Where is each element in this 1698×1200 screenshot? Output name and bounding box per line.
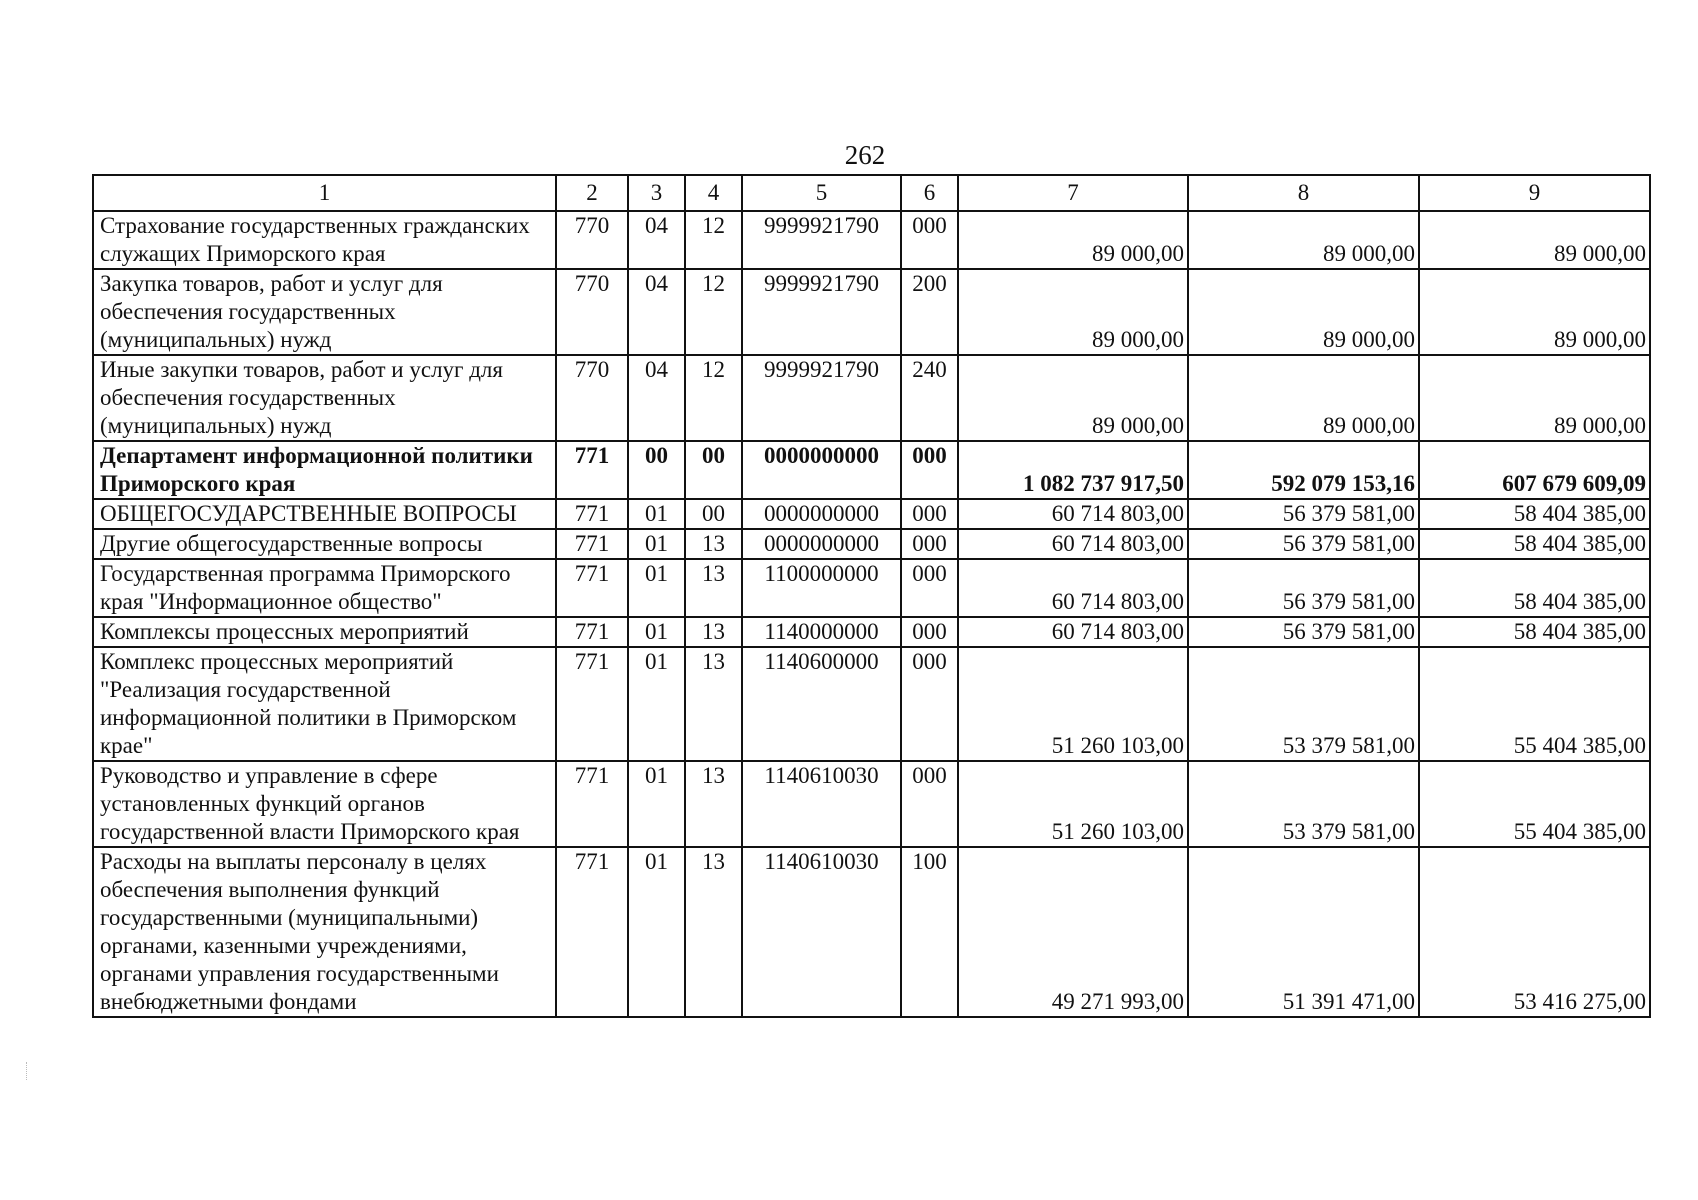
row-col-4: 13 <box>685 761 742 847</box>
table-row <box>93 559 1650 617</box>
table-row <box>93 617 1650 647</box>
row-col-8: 89 000,00 <box>1188 269 1419 355</box>
row-col-6: 000 <box>901 761 958 847</box>
row-col-4: 00 <box>685 499 742 529</box>
row-col-7: 60 714 803,00 <box>958 617 1188 647</box>
row-col-7: 89 000,00 <box>958 211 1188 269</box>
row-col-5: 9999921790 <box>742 355 901 441</box>
row-col-2: 771 <box>556 647 628 761</box>
row-col-8: 56 379 581,00 <box>1188 617 1419 647</box>
row-col-8: 56 379 581,00 <box>1188 559 1419 617</box>
table-row-department <box>93 441 1650 499</box>
row-col-2: 771 <box>556 761 628 847</box>
budget-table <box>92 174 1651 1018</box>
row-col-8: 53 379 581,00 <box>1188 761 1419 847</box>
header-row <box>93 175 1650 211</box>
row-col-4: 13 <box>685 529 742 559</box>
row-col-9: 58 404 385,00 <box>1419 529 1650 559</box>
row-col-4: 12 <box>685 269 742 355</box>
table-row <box>93 355 1650 441</box>
row-col-3: 04 <box>628 269 685 355</box>
row-col-4: 00 <box>685 441 742 499</box>
row-col-2: 771 <box>556 529 628 559</box>
row-col-6: 200 <box>901 269 958 355</box>
row-name: ОБЩЕГОСУДАРСТВЕННЫЕ ВОПРОСЫ <box>93 499 556 529</box>
row-col-4: 12 <box>685 211 742 269</box>
row-col-4: 13 <box>685 647 742 761</box>
scan-margin-mark <box>26 1062 31 1080</box>
row-col-5: 0000000000 <box>742 441 901 499</box>
row-col-7: 60 714 803,00 <box>958 529 1188 559</box>
row-col-2: 771 <box>556 559 628 617</box>
row-name: Расходы на выплаты персоналу в целях обеспечения выполнения функций государственными (муниципальными) органами, казенными учреждениями, органами управления государственными внебюджетными фондами <box>93 847 556 1017</box>
row-col-9: 89 000,00 <box>1419 269 1650 355</box>
row-col-7: 1 082 737 917,50 <box>958 441 1188 499</box>
row-name: Департамент информационной политики Приморского края <box>93 441 556 499</box>
row-col-5: 9999921790 <box>742 269 901 355</box>
row-col-7: 49 271 993,00 <box>958 847 1188 1017</box>
row-name: Комплексы процессных мероприятий <box>93 617 556 647</box>
row-col-3: 04 <box>628 355 685 441</box>
page-number: 262 <box>844 140 886 170</box>
row-col-5: 0000000000 <box>742 529 901 559</box>
column-header-6: 6 <box>901 175 958 211</box>
row-col-8: 89 000,00 <box>1188 211 1419 269</box>
row-col-2: 771 <box>556 847 628 1017</box>
row-col-9: 58 404 385,00 <box>1419 499 1650 529</box>
row-col-9: 55 404 385,00 <box>1419 761 1650 847</box>
row-col-5: 9999921790 <box>742 211 901 269</box>
table-row <box>93 761 1650 847</box>
row-col-7: 60 714 803,00 <box>958 559 1188 617</box>
table-row <box>93 847 1650 1017</box>
row-col-6: 000 <box>901 559 958 617</box>
row-col-6: 240 <box>901 355 958 441</box>
row-col-6: 000 <box>901 647 958 761</box>
column-header-2: 2 <box>556 175 628 211</box>
column-header-1: 1 <box>93 175 556 211</box>
row-col-6: 000 <box>901 617 958 647</box>
row-col-3: 01 <box>628 529 685 559</box>
row-col-9: 607 679 609,09 <box>1419 441 1650 499</box>
table-row <box>93 529 1650 559</box>
row-name: Другие общегосударственные вопросы <box>93 529 556 559</box>
row-col-3: 01 <box>628 647 685 761</box>
table-row <box>93 499 1650 529</box>
column-header-4: 4 <box>685 175 742 211</box>
row-col-3: 01 <box>628 499 685 529</box>
row-col-2: 770 <box>556 211 628 269</box>
row-col-7: 51 260 103,00 <box>958 647 1188 761</box>
row-name: Государственная программа Приморского края "Информационное общество" <box>93 559 556 617</box>
row-col-3: 01 <box>628 617 685 647</box>
row-col-8: 51 391 471,00 <box>1188 847 1419 1017</box>
row-col-6: 000 <box>901 211 958 269</box>
row-name: Страхование государственных гражданских служащих Приморского края <box>93 211 556 269</box>
row-name: Руководство и управление в сфере установленных функций органов государственной власти Приморского края <box>93 761 556 847</box>
column-header-5: 5 <box>742 175 901 211</box>
row-col-8: 592 079 153,16 <box>1188 441 1419 499</box>
row-name: Иные закупки товаров, работ и услуг для обеспечения государственных (муниципальных) нужд <box>93 355 556 441</box>
row-col-5: 1140000000 <box>742 617 901 647</box>
row-name: Комплекс процессных мероприятий "Реализация государственной информационной политики в Приморском крае" <box>93 647 556 761</box>
row-col-6: 000 <box>901 441 958 499</box>
row-col-9: 58 404 385,00 <box>1419 559 1650 617</box>
row-col-2: 771 <box>556 441 628 499</box>
row-col-6: 000 <box>901 499 958 529</box>
row-col-7: 89 000,00 <box>958 269 1188 355</box>
row-col-2: 770 <box>556 269 628 355</box>
row-col-9: 55 404 385,00 <box>1419 647 1650 761</box>
row-col-3: 04 <box>628 211 685 269</box>
row-col-3: 01 <box>628 847 685 1017</box>
row-col-9: 89 000,00 <box>1419 211 1650 269</box>
row-col-9: 58 404 385,00 <box>1419 617 1650 647</box>
row-col-5: 1140600000 <box>742 647 901 761</box>
table-row <box>93 211 1650 269</box>
row-col-8: 53 379 581,00 <box>1188 647 1419 761</box>
row-name: Закупка товаров, работ и услуг для обеспечения государственных (муниципальных) нужд <box>93 269 556 355</box>
row-col-5: 0000000000 <box>742 499 901 529</box>
row-col-8: 56 379 581,00 <box>1188 499 1419 529</box>
row-col-4: 13 <box>685 559 742 617</box>
row-col-8: 56 379 581,00 <box>1188 529 1419 559</box>
column-header-3: 3 <box>628 175 685 211</box>
row-col-7: 51 260 103,00 <box>958 761 1188 847</box>
row-col-4: 12 <box>685 355 742 441</box>
row-col-9: 53 416 275,00 <box>1419 847 1650 1017</box>
row-col-3: 00 <box>628 441 685 499</box>
row-col-2: 771 <box>556 499 628 529</box>
row-col-6: 100 <box>901 847 958 1017</box>
row-col-7: 89 000,00 <box>958 355 1188 441</box>
column-header-9: 9 <box>1419 175 1650 211</box>
column-header-7: 7 <box>958 175 1188 211</box>
row-col-4: 13 <box>685 847 742 1017</box>
row-col-3: 01 <box>628 559 685 617</box>
row-col-7: 60 714 803,00 <box>958 499 1188 529</box>
row-col-2: 771 <box>556 617 628 647</box>
row-col-9: 89 000,00 <box>1419 355 1650 441</box>
row-col-4: 13 <box>685 617 742 647</box>
row-col-5: 1140610030 <box>742 761 901 847</box>
table-row <box>93 269 1650 355</box>
row-col-6: 000 <box>901 529 958 559</box>
table-row <box>93 647 1650 761</box>
row-col-3: 01 <box>628 761 685 847</box>
row-col-2: 770 <box>556 355 628 441</box>
row-col-5: 1140610030 <box>742 847 901 1017</box>
row-col-8: 89 000,00 <box>1188 355 1419 441</box>
row-col-5: 1100000000 <box>742 559 901 617</box>
column-header-8: 8 <box>1188 175 1419 211</box>
